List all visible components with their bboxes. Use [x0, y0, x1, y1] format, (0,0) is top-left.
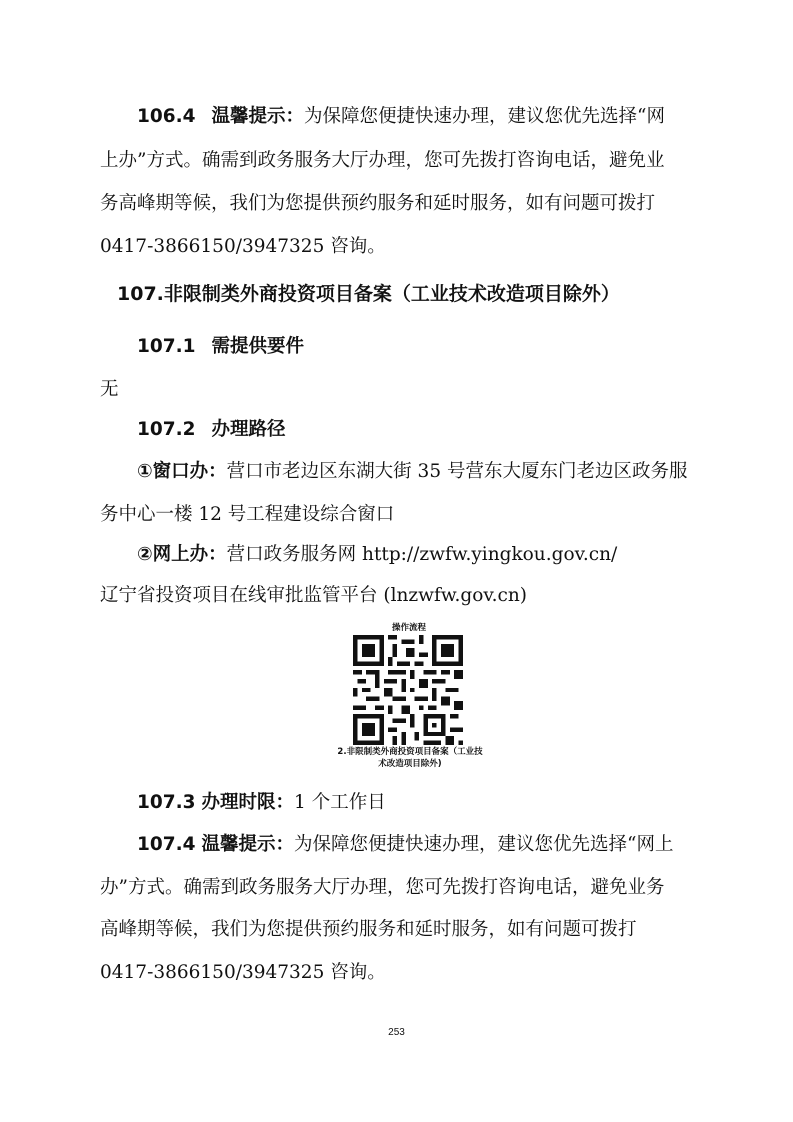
s106-4-line4: 0417-3866150/3947325 咨询。 — [100, 236, 386, 257]
s107-3-title: 办理时限： — [201, 792, 295, 813]
s107-4-line3: 高峰期等候，我们为您提供预约服务和延时服务，如有问题可拨打 — [100, 919, 637, 940]
s107-1-heading — [137, 334, 304, 360]
s107-3-body: 1 个工作日 — [294, 792, 386, 813]
s106-4-number: 106.4 — [137, 106, 196, 127]
s107-4-line2: 办”方式。确需到政务服务大厅办理，您可先拨打咨询电话，避免业务 — [100, 877, 665, 898]
s106-4-line3: 务高峰期等候，我们为您提供预约服务和延时服务，如有问题可拨打 — [100, 193, 656, 214]
online-label: ②网上办： — [137, 544, 227, 565]
s107-4-line4: 0417-3866150/3947325 咨询。 — [100, 962, 386, 983]
window-line2: 务中心一楼 12 号工程建设综合窗口 — [100, 504, 395, 525]
qr-title: 操作流程 — [391, 623, 426, 633]
s107-1-body: 无 — [100, 379, 119, 400]
online-line2: 辽宁省投资项目在线审批监管平台 (lnzwfw.gov.cn) — [100, 585, 527, 606]
s107-4-line1 — [137, 832, 674, 858]
qr-caption-line2: 术改造项目除外) — [378, 759, 442, 769]
qr-caption-line1: 2.非限制类外商投资项目备案（工业技 — [337, 747, 483, 757]
window-label: ①窗口办： — [137, 461, 227, 482]
section-107-heading: 107.非限制类外商投资项目备案（工业技术改造项目除外） — [117, 283, 620, 305]
s107-2-title: 办理路径 — [211, 419, 286, 440]
s106-4-line1 — [137, 104, 665, 130]
s107-4-text1: 为保障您便捷快速办理，建议您优先选择“网上 — [294, 834, 674, 855]
window-line1 — [137, 459, 687, 485]
s107-2-number: 107.2 — [137, 419, 196, 440]
s107-2-heading — [137, 417, 286, 443]
s107-4-title: 温馨提示： — [201, 834, 295, 855]
qr-code[interactable] — [353, 635, 463, 745]
s107-3-number: 107.3 — [137, 792, 196, 813]
s107-4-number: 107.4 — [137, 834, 196, 855]
window-address1: 营口市老边区东湖大街 35 号营东大厦东门老边区政务服 — [226, 461, 688, 482]
s106-4-text1: 为保障您便捷快速办理，建议您优先选择“网 — [304, 106, 666, 127]
qr-caption — [330, 746, 490, 770]
s106-4-title: 温馨提示： — [211, 106, 305, 127]
online-line1 — [137, 542, 617, 568]
s107-1-title: 需提供要件 — [211, 336, 305, 357]
online-url1: 营口政务服务网 http://zwfw.yingkou.gov.cn/ — [226, 544, 618, 565]
page-number: 253 — [388, 1027, 405, 1038]
s107-1-number: 107.1 — [137, 336, 196, 357]
s107-3-line — [137, 790, 386, 816]
s106-4-line2: 上办”方式。确需到政务服务大厅办理，您可先拨打咨询电话，避免业 — [100, 150, 665, 171]
